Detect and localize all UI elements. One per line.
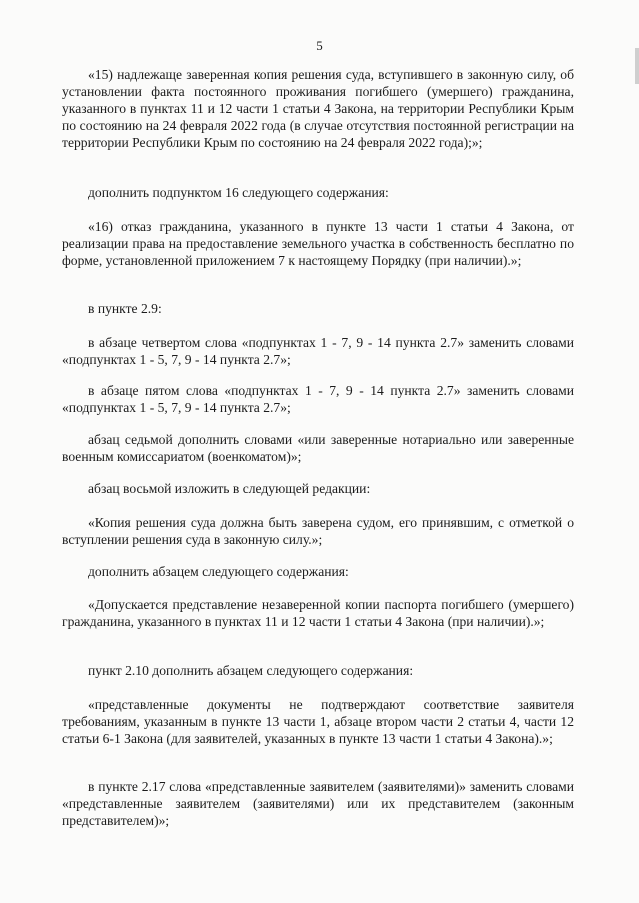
paragraph-subpoint-15: «15) надлежаще заверенная копия решения суда, вступившего в законную силу, об установлении факта постоянного проживания погибшего (умершего) гражданина, указанного в пунктах 11 и 12 части 1 статьи 4 Закона, на территории Республики Крым по состоянию на 24 февраля 2022 года (в случае отсутствия постоянной регистрации на территории Республики Крым по состоянию на 24 февраля 2022 года);»;: [62, 67, 574, 150]
paragraph-court-decision: «Копия решения суда должна быть заверена судом, его принявшим, с отметкой о вступлении решения суда в законную силу.»;: [62, 515, 574, 547]
paragraph-add-subpoint-16: дополнить подпунктом 16 следующего содержания:: [88, 185, 389, 200]
paragraph-seventh-abzac: абзац седьмой дополнить словами «или заверенные нотариально или заверенные военным комиссариатом (военкоматом)»;: [62, 432, 574, 464]
paragraph-fourth-abzac: в абзаце четвертом слова «подпунктах 1 - 7, 9 - 14 пункта 2.7» заменить словами «подпунктах 1 - 5, 7, 9 - 14 пункта 2.7»;: [62, 335, 574, 367]
paragraph-eighth-abzac: абзац восьмой изложить в следующей редакции:: [88, 481, 371, 496]
paragraph-point-2-17: в пункте 2.17 слова «представленные заявителем (заявителями)» заменить словами «представленные заявителем (заявителями) или их представителем (законным представителем)»;: [62, 779, 574, 828]
paragraph-passport-copy: «Допускается представление незаверенной копии паспорта погибшего (умершего) гражданина, указанного в пунктах 11 и 12 части 1 статьи 4 Закона (при наличии).»;: [62, 597, 574, 629]
paragraph-point-2-10: пункт 2.10 дополнить абзацем следующего содержания:: [88, 663, 414, 678]
paragraph-subpoint-16: «16) отказ гражданина, указанного в пункте 13 части 1 статьи 4 Закона, от реализации права на предоставление земельного участка в собственность бесплатно по форме, установленной приложением 7 к настоящему Порядку (при наличии).»;: [62, 219, 574, 268]
paragraph-add-abzac: дополнить абзацем следующего содержания:: [88, 564, 349, 579]
paragraph-fifth-abzac: в абзаце пятом слова «подпунктах 1 - 7, 9 - 14 пункта 2.7» заменить словами «подпунктах 1 - 5, 7, 9 - 14 пункта 2.7»;: [62, 383, 574, 415]
paragraph-documents-requirements: «представленные документы не подтверждают соответствие заявителя требованиям, указанным в пункте 13 части 1, абзаце втором части 2 статьи 4, части 12 статьи 6-1 Закона (для заявителей, указанных в пункте 13 части 1 статьи 4 Закона).»;: [62, 697, 574, 746]
page-number: 5: [316, 38, 323, 53]
paragraph-point-2-9: в пункте 2.9:: [88, 301, 162, 316]
